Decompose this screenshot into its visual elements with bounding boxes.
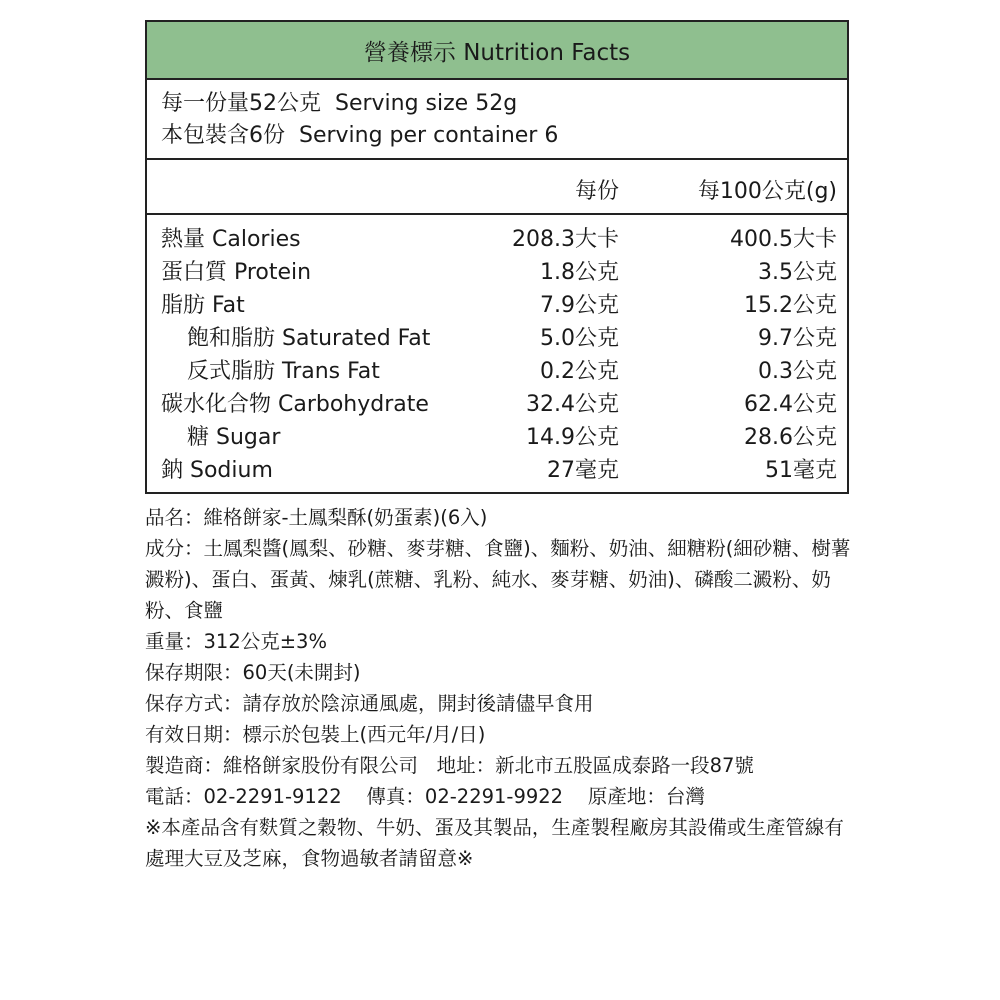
nutrition-facts-title: 營養標示 Nutrition Facts — [147, 22, 847, 80]
nutrient-per-serving: 208.3大卡 — [512, 227, 619, 252]
product-name: 品名：維格餅家-土鳳梨酥(奶蛋素)(6入) — [145, 506, 488, 529]
nutrient-per-100g: 62.4公克 — [744, 392, 837, 417]
nutrient-row — [147, 289, 847, 322]
nutrient-per-100g: 28.6公克 — [744, 425, 837, 450]
nutrient-name: 糖 Sugar — [187, 425, 281, 450]
nutrient-per-100g: 9.7公克 — [758, 326, 837, 351]
manufacturer: 製造商：維格餅家股份有限公司 地址：新北市五股區成泰路一段87號 — [145, 754, 754, 777]
nutrient-name: 飽和脂肪 Saturated Fat — [187, 326, 431, 351]
shelf-life: 保存期限：60天(未開封) — [145, 661, 361, 684]
nutrient-per-100g: 3.5公克 — [758, 260, 837, 285]
column-per-100g: 每100公克(g) — [697, 179, 837, 204]
nutrient-row — [147, 388, 847, 421]
nutrient-per-serving: 0.2公克 — [540, 359, 619, 384]
nutrient-name: 反式脂肪 Trans Fat — [187, 359, 380, 384]
contact: 電話：02-2291-9122 傳真：02-2291-9922 原產地：台灣 — [145, 785, 705, 808]
nutrient-row — [147, 322, 847, 355]
nutrition-facts-table — [145, 20, 849, 494]
ingredients: 成分：土鳳梨醬(鳳梨、砂糖、麥芽糖、食鹽)、麵粉、奶油、細糖粉(細砂糖、樹薯澱粉)、蛋白、蛋黃、煉乳(蔗糖、乳粉、純水、麥芽糖、奶油)、磷酸二澱粉、奶粉、食鹽 — [145, 537, 851, 622]
nutrient-row — [147, 454, 847, 487]
nutrient-name: 蛋白質 Protein — [161, 260, 312, 285]
nutrient-per-100g: 51毫克 — [765, 458, 837, 483]
nutrient-row — [147, 223, 847, 256]
servings-per-container: 本包裝含6份 Serving per container 6 — [161, 123, 559, 148]
serving-info — [147, 80, 847, 160]
nutrient-per-serving: 7.9公克 — [540, 293, 619, 318]
nutrient-per-100g: 400.5大卡 — [730, 227, 837, 252]
nutrient-name: 熱量 Calories — [161, 227, 301, 252]
weight: 重量：312公克±3% — [145, 630, 327, 653]
nutrient-per-serving: 5.0公克 — [540, 326, 619, 351]
nutrient-name: 鈉 Sodium — [161, 458, 273, 483]
product-info — [145, 502, 855, 874]
serving-size: 每一份量52公克 Serving size 52g — [161, 91, 518, 116]
column-per-serving: 每份 — [574, 179, 619, 204]
allergen-notice: ※本產品含有麩質之穀物、牛奶、蛋及其製品，生產製程廠房其設備或生產管線有處理大豆及芝麻，食物過敏者請留意※ — [145, 816, 844, 870]
nutrient-row — [147, 355, 847, 388]
nutrient-per-serving: 32.4公克 — [526, 392, 619, 417]
storage: 保存方式：請存放於陰涼通風處，開封後請儘早食用 — [145, 692, 594, 715]
nutrient-per-serving: 14.9公克 — [526, 425, 619, 450]
nutrient-row — [147, 421, 847, 454]
nutrient-name: 脂肪 Fat — [161, 293, 245, 318]
nutrient-rows — [147, 223, 847, 487]
nutrient-row — [147, 256, 847, 289]
nutrient-per-serving: 27毫克 — [547, 458, 619, 483]
expiry-date: 有效日期：標示於包裝上(西元年/月/日) — [145, 723, 486, 746]
nutrient-per-serving: 1.8公克 — [540, 260, 619, 285]
nutrient-per-100g: 15.2公克 — [744, 293, 837, 318]
column-headers — [147, 160, 847, 215]
nutrient-per-100g: 0.3公克 — [758, 359, 837, 384]
nutrient-name: 碳水化合物 Carbohydrate — [161, 392, 429, 417]
